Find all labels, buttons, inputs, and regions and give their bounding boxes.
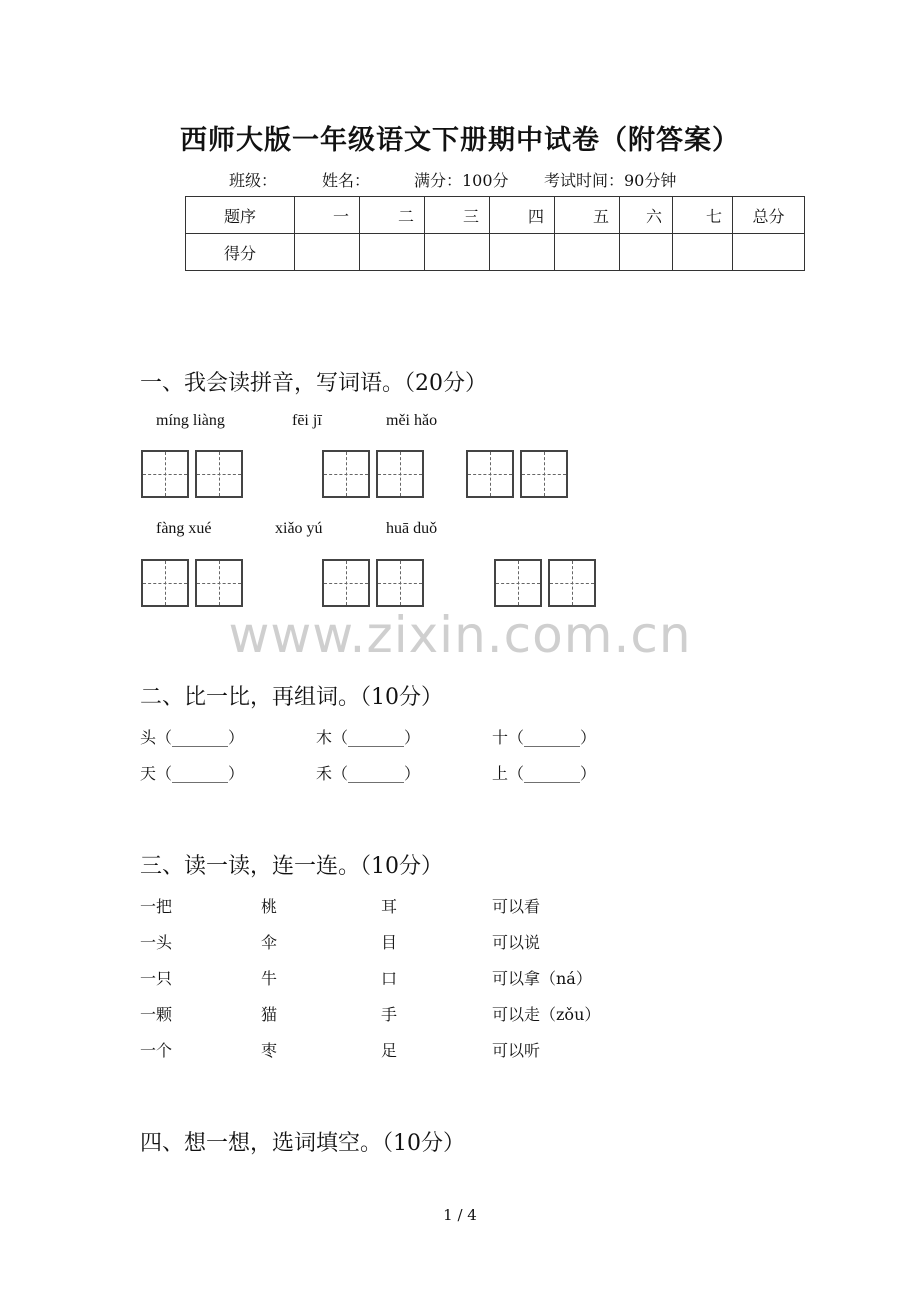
writing-grid-box[interactable] [548, 559, 596, 607]
match-item: 手 [381, 1005, 398, 1024]
score-cell[interactable] [555, 234, 620, 271]
match-item: 可以听 [492, 1041, 541, 1060]
score-cell[interactable] [360, 234, 425, 271]
score-table [185, 196, 805, 271]
score-row-label: 得分 [186, 234, 295, 271]
match-item: 桃 [261, 897, 278, 916]
writing-grid-box[interactable] [195, 450, 243, 498]
score-header-cell: 五 [555, 197, 620, 234]
class-label: 班级： [229, 171, 278, 190]
writing-grid-box[interactable] [494, 559, 542, 607]
section2-heading: 二、比一比，再组词。（10分） [140, 685, 443, 710]
page-title: 西师大版一年级语文下册期中试卷（附答案） [180, 125, 740, 156]
score-table-header-row [186, 197, 805, 234]
score-header-cell: 三 [425, 197, 490, 234]
writing-grid-box[interactable] [376, 559, 424, 607]
writing-grid-box[interactable] [195, 559, 243, 607]
writing-grid-box[interactable] [520, 450, 568, 498]
score-header-cell: 题序 [186, 197, 295, 234]
match-item: 一把 [140, 897, 173, 916]
writing-grid-box[interactable] [322, 450, 370, 498]
pinyin-label: fàng xué [156, 520, 212, 537]
full-score: 满分：100分 [414, 171, 509, 190]
match-item: 枣 [261, 1041, 278, 1060]
pinyin-label: míng liàng [156, 412, 225, 429]
word-item: 天（_______） [140, 764, 245, 783]
word-item: 禾（_______） [316, 764, 421, 783]
match-item: 可以说 [492, 933, 541, 952]
writing-grid-box[interactable] [376, 450, 424, 498]
name-label: 姓名： [322, 171, 371, 190]
score-cell[interactable] [295, 234, 360, 271]
section1-heading: 一、我会读拼音，写词语。（20分） [140, 371, 487, 396]
writing-grid-box[interactable] [141, 559, 189, 607]
score-header-cell: 六 [620, 197, 673, 234]
score-cell[interactable] [620, 234, 673, 271]
match-item: 猫 [261, 1005, 278, 1024]
score-header-cell: 七 [673, 197, 733, 234]
score-table-score-row [186, 234, 805, 271]
match-item: 可以走（zǒu） [492, 1005, 601, 1024]
score-header-cell: 二 [360, 197, 425, 234]
writing-grid-box[interactable] [322, 559, 370, 607]
word-item: 木（_______） [316, 728, 421, 747]
match-item: 足 [381, 1041, 398, 1060]
word-item: 十（_______） [492, 728, 597, 747]
exam-time: 考试时间：90分钟 [544, 171, 677, 190]
writing-grid-box[interactable] [141, 450, 189, 498]
match-item: 一颗 [140, 1005, 173, 1024]
word-item: 头（_______） [140, 728, 245, 747]
pinyin-label: fēi jī [292, 412, 322, 429]
match-item: 一只 [140, 969, 173, 988]
section4-heading: 四、想一想，选词填空。（10分） [140, 1131, 465, 1156]
pinyin-label: huā duǒ [386, 520, 438, 537]
match-item: 口 [381, 969, 398, 988]
pinyin-label: xiǎo yú [275, 520, 323, 537]
match-item: 可以拿（ná） [492, 969, 592, 988]
pinyin-label: měi hǎo [386, 412, 438, 429]
score-cell[interactable] [733, 234, 805, 271]
score-cell[interactable] [673, 234, 733, 271]
match-item: 牛 [261, 969, 278, 988]
score-header-cell: 四 [490, 197, 555, 234]
match-item: 伞 [261, 933, 278, 952]
watermark: www.zixin.com.cn [228, 606, 692, 664]
match-item: 可以看 [492, 897, 541, 916]
section3-heading: 三、读一读，连一连。（10分） [140, 854, 443, 879]
score-cell[interactable] [425, 234, 490, 271]
match-item: 耳 [381, 897, 398, 916]
word-item: 上（_______） [492, 764, 597, 783]
score-cell[interactable] [490, 234, 555, 271]
match-item: 目 [381, 933, 398, 952]
writing-grid-box[interactable] [466, 450, 514, 498]
score-header-cell: 总分 [733, 197, 805, 234]
page-number: 1 / 4 [443, 1206, 477, 1224]
match-item: 一头 [140, 933, 173, 952]
match-item: 一个 [140, 1041, 173, 1060]
score-header-cell: 一 [295, 197, 360, 234]
